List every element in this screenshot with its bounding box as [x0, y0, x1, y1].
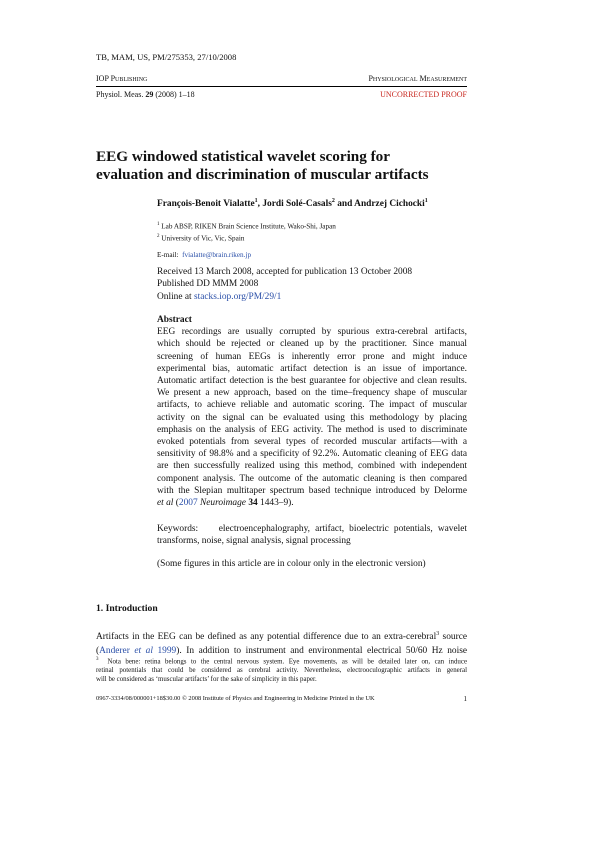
abstract-line: screening of human EEGs is inherently error prone and might induce — [157, 351, 467, 362]
footnote-line-2: retinal potentials that could be considered as cerebral activity. Nevertheless, electrooculographic artifacts in general — [96, 667, 467, 675]
footer-copyright: 0967-3334/08/000001+18$30.00 © 2008 Institute of Physics and Engineering in Medicine Printed in the UK — [96, 695, 375, 702]
abstract-line: activity on the signal can be evaluated using this methodology by placing — [157, 412, 467, 423]
keywords — [157, 523, 467, 547]
published-line: Published DD MMM 2008 — [157, 279, 259, 290]
author-list: François-Benoit Vialatte$^1$, Jordi Solé-Casals$^2$ and Andrzej Cichocki$^1$ — [157, 198, 428, 210]
abstract-last-line: et al (2007 Neuroimage 34 1443–9). — [157, 498, 294, 509]
intro-line-1: Artifacts in the EEG can be defined as any potential difference due to an extra-cerebral$^3$ source — [96, 631, 468, 643]
citation-pages: (2008) 1–18 — [155, 90, 195, 99]
article-title — [96, 148, 429, 184]
online-line: Online at stacks.iop.org/PM/29/1 — [157, 291, 282, 302]
citation-volume: 29 — [145, 90, 154, 99]
colour-note: (Some figures in this article are in colour only in the electronic version) — [157, 559, 426, 569]
abstract-line: artifacts, to achieve reliable and automatic scoring. The impact of muscular — [157, 400, 467, 411]
abstract-line: Automatic artifact detection is the best guarantee for objective and clean results. — [157, 376, 467, 387]
abstract-line: which should be rejected or cleaned up by the practitioner. Since manual — [157, 339, 467, 350]
keywords-label: Keywords: — [157, 524, 199, 534]
introduction-text — [96, 628, 467, 658]
affiliation-item: $^1$ Lab ABSP, RIKEN Brain Science Institute, Wako-Shi, Japan — [157, 222, 336, 231]
header-rule — [96, 86, 467, 87]
online-link[interactable]: stacks.iop.org/PM/29/1 — [193, 291, 282, 302]
affiliation-item: $^2$ University of Vic, Vic, Spain — [157, 233, 245, 243]
keywords-line-1: Keywords: electroencephalography, artifact, bioelectric potentials, wavelet — [157, 524, 467, 534]
publication-dates — [157, 266, 412, 303]
section-heading-introduction: 1. Introduction — [96, 603, 158, 614]
abstract-heading: Abstract — [157, 315, 192, 325]
abstract-line: We present a new approach, based on the time–frequency shape of muscular — [157, 388, 467, 399]
abstract-line: sensitivity of 98.8% and a specificity of 92.2%. Automatic cleaning of EEG data — [157, 449, 467, 460]
abstract-line: EEG recordings are usually corrupted by spurious extra-cerebral artifacts, — [157, 327, 467, 338]
abstract-line: experimental bias, automatic artifact detection is an issue of importance. — [157, 363, 467, 374]
publisher-name: IOP Publishing — [96, 74, 148, 83]
abstract-line: evoked potentials from several types of recorded muscular artifacts—with a — [157, 437, 467, 448]
title-line-2: evaluation and discrimination of muscular artifacts — [96, 166, 429, 183]
email-label: E-mail: — [157, 251, 179, 259]
proof-meta-line: TB, MAM, US, PM/275353, 27/10/2008 — [96, 52, 237, 62]
citation — [96, 90, 195, 99]
abstract — [157, 314, 467, 509]
email-link[interactable]: fvialatte@brain.riken.jp — [182, 251, 252, 259]
page-number: 1 — [463, 695, 467, 703]
author-name: Andrzej Cichocki — [354, 199, 425, 210]
footnote — [96, 656, 467, 685]
abstract-line: component analysis. The outcome of the automatic cleaning is then compared — [157, 473, 467, 484]
author-name: Jordi Solé-Casals — [262, 199, 332, 210]
journal-name: Physiological Measurement — [368, 74, 467, 83]
citation-journal: Physiol. Meas. — [96, 90, 144, 99]
abstract-line: emphasis on the analysis of EEG activity. The method is used to discriminate — [157, 424, 467, 435]
email-line — [157, 251, 251, 259]
delorme-citation-link[interactable]: 2007 — [178, 498, 198, 509]
abstract-line: are then successfully realized using this method, combined with independent — [157, 461, 467, 472]
intro-line-2: (Anderer et al 1999). In addition to instrument and environmental electrical 50/60 Hz noise — [96, 645, 468, 656]
author-name: François-Benoit Vialatte — [157, 199, 255, 210]
received-line: Received 13 March 2008, accepted for publication 13 October 2008 — [157, 267, 413, 277]
proof-label: UNCORRECTED PROOF — [380, 90, 467, 99]
title-line-1: EEG windowed statistical wavelet scoring for — [96, 148, 391, 165]
affiliations — [157, 220, 336, 244]
footnote-ref: 3 — [436, 631, 440, 637]
abstract-line: with the Slepian multitaper spectrum based technique introduced by Delorme — [157, 485, 467, 496]
footnote-line-3: will be considered as ‘muscular artifacts’ for the sake of simplicity in this paper. — [96, 676, 317, 684]
keywords-line-2: transforms, noise, signal analysis, signal processing — [157, 536, 351, 547]
footnote-line-1: $^3$ Nota bene: retina belongs to the central nervous system. Eye movements, as will be detailed later on, can induce — [96, 657, 467, 666]
anderer-citation-link[interactable]: Anderer et al 1999 — [99, 645, 177, 656]
